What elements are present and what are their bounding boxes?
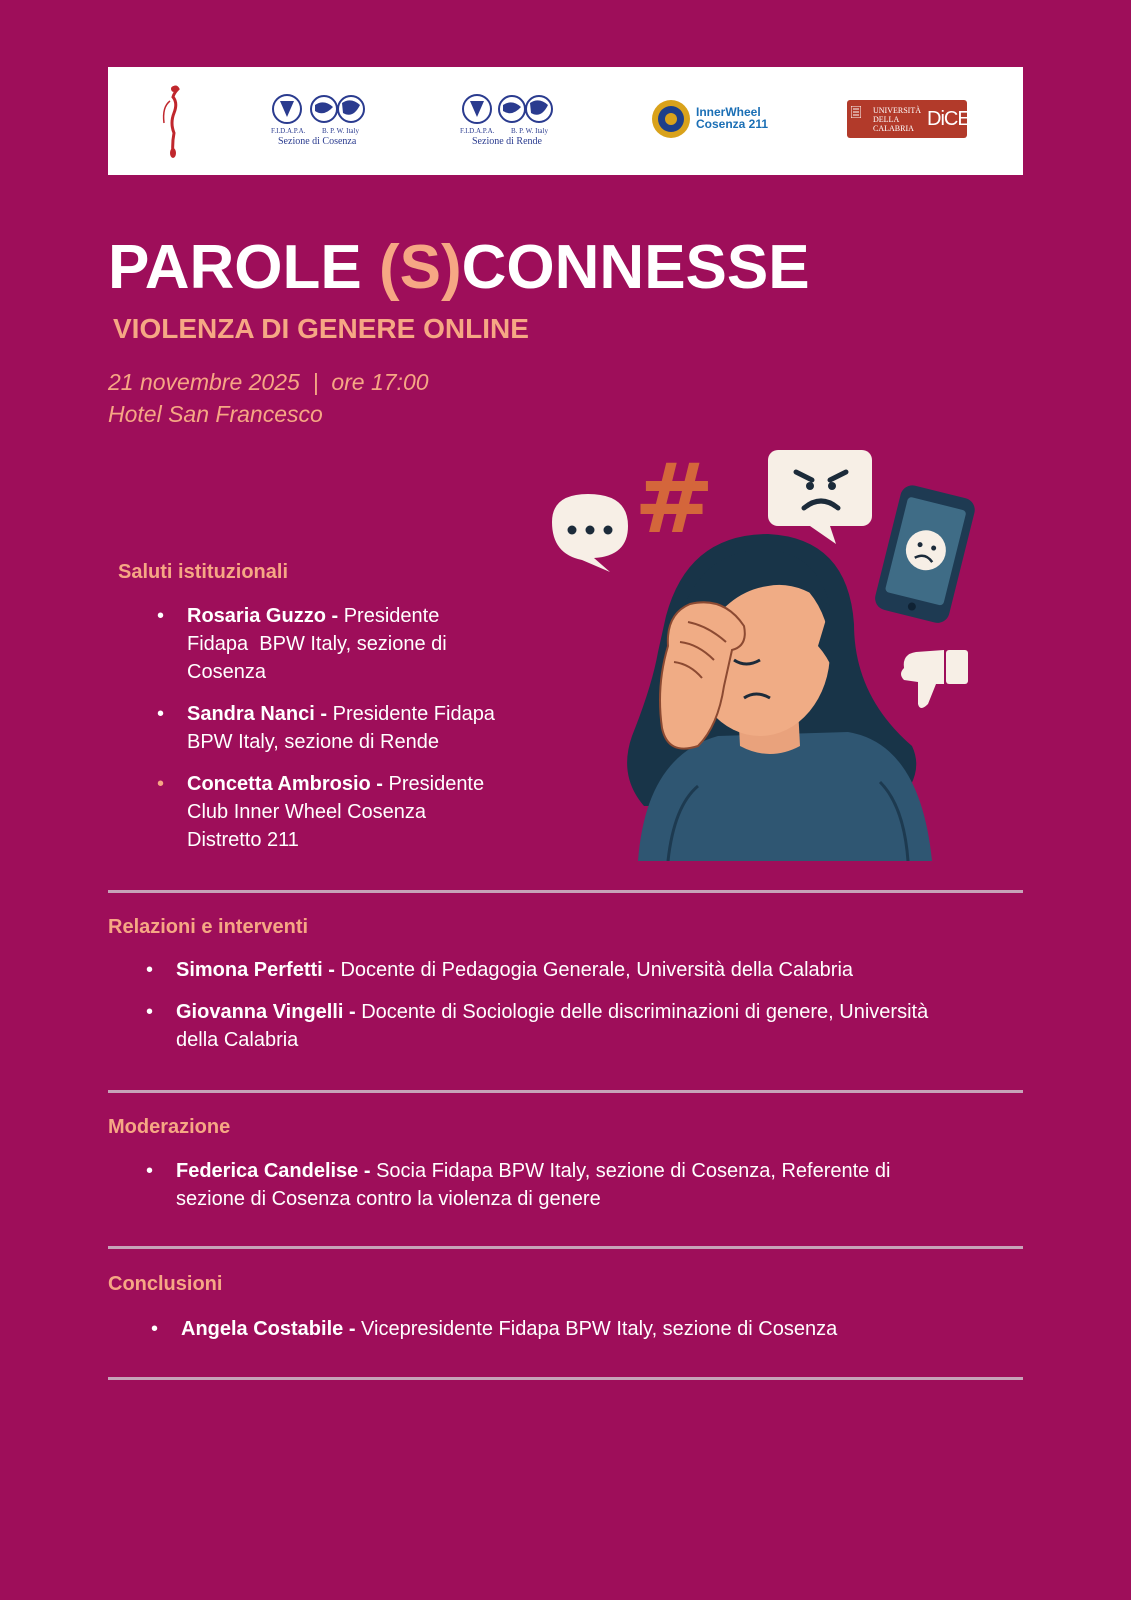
bullet: • (157, 773, 165, 795)
speaker-item (146, 956, 1016, 984)
fidapa-emblem-icon (270, 93, 304, 125)
fidapa-emblem-icon (460, 93, 494, 125)
section-title-conclusioni: Conclusioni (108, 1273, 223, 1295)
bullet: • (146, 1160, 154, 1182)
unical-line3: CALABRIA (873, 124, 914, 133)
speaker-item (157, 602, 547, 686)
bullet: • (146, 959, 154, 981)
speaker-role: Cosenza (187, 661, 266, 683)
speaker-role: sezione di Cosenza contro la violenza di genere (176, 1188, 601, 1210)
event-subtitle: VIOLENZA DI GENERE ONLINE (113, 313, 529, 344)
section-title-relazioni: Relazioni e interventi (108, 916, 309, 938)
unical-dices-logo (847, 100, 983, 138)
dancer-logo-icon (156, 83, 186, 159)
fidapa-label: F.I.D.A.P.A. (460, 127, 495, 135)
bullet: • (157, 605, 165, 627)
fidapa-cosenza-section: Sezione di Cosenza (278, 136, 357, 147)
inner-wheel-line2: Cosenza 211 (696, 117, 769, 131)
section-title-saluti: Saluti istituzionali (118, 561, 289, 583)
section-title-moderazione: Moderazione (108, 1116, 231, 1138)
speaker-role: Vicepresidente Fidapa BPW Italy, sezione di Cosenza (361, 1318, 838, 1340)
speaker-role: Presidente (343, 605, 440, 627)
speaker-role: Presidente (388, 773, 485, 795)
hashtag-icon: # (634, 446, 715, 555)
bpw-globes-icon (497, 93, 555, 125)
fidapa-label: F.I.D.A.P.A. (271, 127, 306, 135)
unical-line1: UNIVERSITÀ (873, 106, 921, 115)
speaker-role: BPW Italy, sezione di Rende (187, 731, 439, 753)
speaker-name: Angela Costabile - (181, 1318, 356, 1340)
speaker-list-moderazione (146, 1157, 1016, 1227)
distressed-woman-illustration (548, 446, 980, 861)
speaker-list-saluti (157, 602, 547, 868)
speaker-role: Presidente Fidapa (332, 703, 495, 725)
bullet: • (157, 703, 165, 725)
divider (108, 890, 1023, 893)
divider (108, 1246, 1023, 1249)
speaker-role: Distretto 211 (187, 829, 299, 851)
speaker-name: Sandra Nanci - (187, 703, 328, 725)
speaker-name: Giovanna Vingelli - (176, 1001, 356, 1023)
speaker-list-conclusioni (151, 1315, 1021, 1357)
typing-bubble-icon (552, 494, 628, 572)
speaker-role: Socia Fidapa BPW Italy, sezione di Cosenza, Referente di (376, 1160, 891, 1182)
speaker-name: Simona Perfetti - (176, 959, 335, 981)
speaker-name: Federica Candelise - (176, 1160, 371, 1182)
divider (108, 1377, 1023, 1380)
speaker-name: Concetta Ambrosio - (187, 773, 383, 795)
inner-wheel-line1: InnerWheel (696, 105, 761, 119)
speaker-role: Docente di Pedagogia Generale, Università della Calabria (340, 959, 854, 981)
dices-label: DiCES (927, 108, 983, 130)
thumbs-down-icon (901, 650, 968, 708)
bpw-label: B. P. W. Italy (322, 127, 359, 135)
event-venue: Hotel San Francesco (108, 401, 323, 427)
speaker-item (146, 998, 1016, 1054)
event-title: PAROLE (S)CONNESSE (108, 233, 810, 302)
speaker-role: Docente di Sociologie delle discriminazioni di genere, Università (361, 1001, 929, 1023)
bullet: • (151, 1318, 159, 1340)
bpw-label: B. P. W. Italy (511, 127, 548, 135)
speaker-list-relazioni (146, 956, 1016, 1068)
speaker-role: della Calabria (176, 1029, 299, 1051)
bpw-globes-icon (309, 93, 367, 125)
divider (108, 1090, 1023, 1093)
speaker-item (151, 1315, 1021, 1343)
logo-bar (108, 67, 1023, 175)
bullet: • (146, 1001, 154, 1023)
speaker-role: Fidapa BPW Italy, sezione di (187, 633, 447, 655)
angry-face-bubble-icon (768, 450, 872, 544)
sad-phone-icon (873, 483, 978, 626)
fidapa-rende-section: Sezione di Rende (472, 136, 542, 147)
speaker-role: Club Inner Wheel Cosenza (187, 801, 427, 823)
inner-wheel-emblem-icon (650, 98, 692, 140)
unical-line2: DELLA (873, 115, 900, 124)
university-crest-icon (851, 106, 861, 118)
speaker-item (146, 1157, 1016, 1213)
speaker-item (157, 770, 547, 854)
event-date-time: 21 novembre 2025 | ore 17:00 (108, 369, 429, 395)
speaker-name: Rosaria Guzzo - (187, 605, 339, 627)
speaker-item (157, 700, 547, 756)
